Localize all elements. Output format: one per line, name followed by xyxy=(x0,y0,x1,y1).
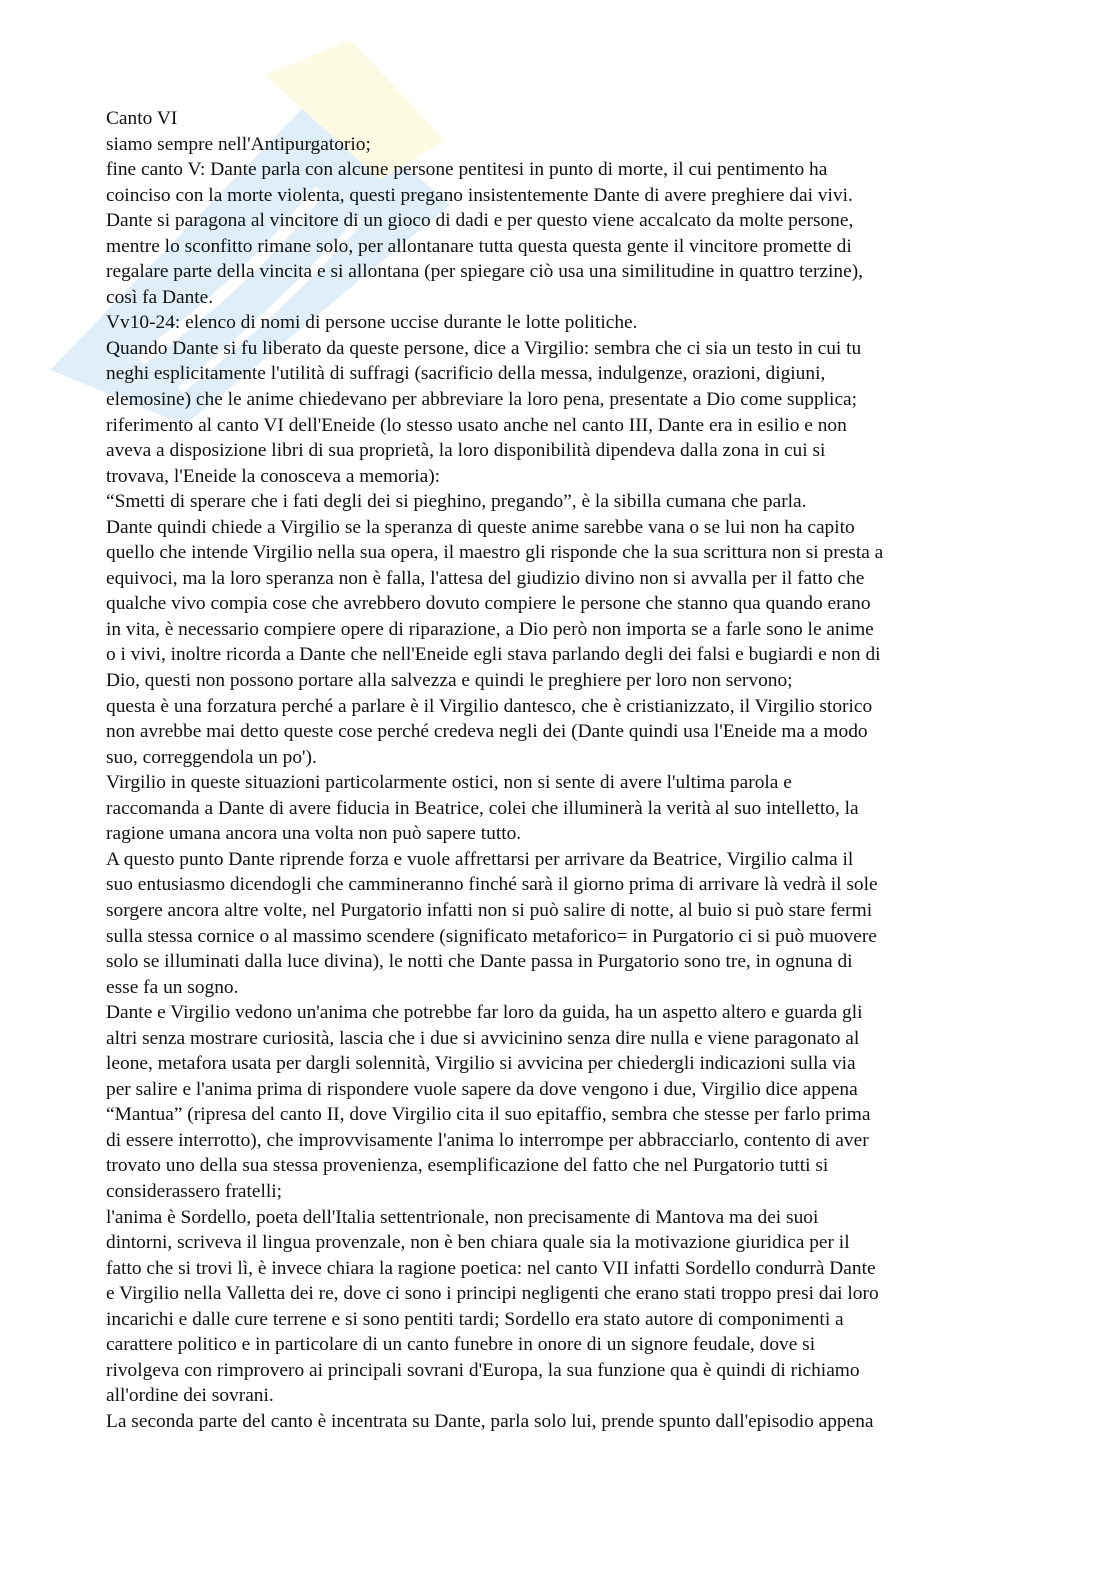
text-line: Vv10-24: elenco di nomi di persone uccise durante le lotte politiche. xyxy=(106,312,638,334)
page-heading: Canto VI xyxy=(106,108,178,129)
text-line: altri senza mostrare curiosità, lascia che i due si avvicinino senza dire nulla e viene paragonato al xyxy=(106,1027,860,1049)
text-line: Dante e Virgilio vedono un'anima che potrebbe far loro da guida, ha un aspetto altero e guarda gli xyxy=(106,1002,863,1024)
text-line: neghi esplicitamente l'utilità di suffragi (sacrificio della messa, indulgenze, orazioni, digiuni, xyxy=(106,363,826,385)
text-line: Quando Dante si fu liberato da queste persone, dice a Virgilio: sembra che ci sia un testo in cui tu xyxy=(106,337,862,359)
text-line: aveva a disposizione libri di sua proprietà, la loro disponibilità dipendeva dalla zona in cui si xyxy=(106,440,826,462)
text-line: mentre lo sconfitto rimane solo, per allontanare tutta questa questa gente il vincitore promette di xyxy=(106,235,852,257)
text-line: “Mantua” (ripresa del canto II, dove Virgilio cita il suo epitaffio, sembra che stesse per farlo prima xyxy=(106,1104,871,1126)
text-line: rivolgeva con rimprovero ai principali sovrani d'Europa, la sua funzione qua è quindi di richiamo xyxy=(106,1359,860,1381)
text-line: suo, correggendola un po'). xyxy=(106,746,317,768)
text-line: regalare parte della vincita e si allontana (per spiegare ciò usa una similitudine in quattro terzine), xyxy=(106,261,864,283)
document-body xyxy=(106,106,1016,1434)
text-line: ragione umana ancora una volta non può sapere tutto. xyxy=(106,823,522,845)
text-line: suo entusiasmo dicendogli che cammineranno finché sarà il giorno prima di arrivare là vedrà il sole xyxy=(106,874,878,896)
text-line: leone, metafora usata per dargli solennità, Virgilio si avvicina per chiedergli indicazioni sulla via xyxy=(106,1053,856,1075)
text-line: fatto che si trovi lì, è invece chiara la ragione poetica: nel canto VII infatti Sordello condurrà Dante xyxy=(106,1257,876,1279)
text-line: fine canto V: Dante parla con alcune persone pentitesi in punto di morte, il cui pentimento ha xyxy=(106,159,828,181)
text-line: coinciso con la morte violenta, questi pregano insistentemente Dante di avere preghiere dai vivi. xyxy=(106,184,853,206)
text-line: all'ordine dei sovrani. xyxy=(106,1385,274,1407)
text-line: di essere interrotto), che improvvisamente l'anima lo interrompe per abbracciarlo, contento di aver xyxy=(106,1129,869,1151)
text-line: così fa Dante. xyxy=(106,286,214,308)
text-line: qualche vivo compia cose che avrebbero dovuto compiere le persone che stanno qua quando erano xyxy=(106,593,871,615)
text-line: l'anima è Sordello, poeta dell'Italia settentrionale, non precisamente di Mantova ma dei suoi xyxy=(106,1206,819,1228)
text-line: esse fa un sogno. xyxy=(106,976,239,998)
text-line: “Smetti di sperare che i fati degli dei si pieghino, pregando”, è la sibilla cumana che parla. xyxy=(106,491,807,513)
text-line: siamo sempre nell'Antipurgatorio; xyxy=(106,133,371,155)
text-line: o i vivi, inoltre ricorda a Dante che nell'Eneide egli stava parlando degli dei falsi e bugiardi e non di xyxy=(106,644,881,666)
text-line: questa è una forzatura perché a parlare è il Virgilio dantesco, che è cristianizzato, il Virgilio storico xyxy=(106,695,873,717)
text-line: Virgilio in queste situazioni particolarmente ostici, non si sente di avere l'ultima parola e xyxy=(106,772,792,794)
text-line: Dio, questi non possono portare alla salvezza e quindi le preghiere per loro non servono; xyxy=(106,670,793,692)
text-line: raccomanda a Dante di avere fiducia in Beatrice, colei che illuminerà la verità al suo intelletto, la xyxy=(106,797,859,819)
text-line: considerassero fratelli; xyxy=(106,1180,283,1202)
text-line: in vita, è necessario compiere opere di riparazione, a Dio però non importa se a farle sono le anime xyxy=(106,618,874,640)
text-line: Dante si paragona al vincitore di un gioco di dadi e per questo viene accalcato da molte persone, xyxy=(106,210,854,232)
text-line: A questo punto Dante riprende forza e vuole affrettarsi per arrivare da Beatrice, Virgilio calma il xyxy=(106,848,854,870)
text-line: solo se illuminati dalla luce divina), le notti che Dante passa in Purgatorio sono tre, in ognuna di xyxy=(106,951,853,973)
text-line: riferimento al canto VI dell'Eneide (lo stesso usato anche nel canto III, Dante era in esilio e non xyxy=(106,414,847,436)
text-line: per salire e l'anima prima di rispondere vuole sapere da dove vengono i due, Virgilio dice appena xyxy=(106,1078,858,1100)
text-line: equivoci, ma la loro speranza non è falla, l'attesa del giudizio divino non si avvalla per il fatto che xyxy=(106,567,865,589)
text-line: sulla stessa cornice o al massimo scendere (significato metaforico= in Purgatorio ci si può muovere xyxy=(106,925,877,947)
text-line: trovato uno della sua stessa provenienza, esemplificazione del fatto che nel Purgatorio tutti si xyxy=(106,1155,829,1177)
text-line: e Virgilio nella Valletta dei re, dove ci sono i principi negligenti che erano stati troppo presi dai loro xyxy=(106,1283,879,1305)
text-line: dintorni, scriveva il lingua provenzale, non è ben chiara quale sia la motivazione giuridica per il xyxy=(106,1232,850,1254)
text-line: elemosine) che le anime chiedevano per abbreviare la loro pena, presentate a Dio come supplica; xyxy=(106,389,858,411)
text-line: incarichi e dalle cure terrene e si sono pentiti tardi; Sordello era stato autore di componimenti a xyxy=(106,1308,844,1330)
text-line: trovava, l'Eneide la conosceva a memoria): xyxy=(106,465,441,487)
text-line: sorgere ancora altre volte, nel Purgatorio infatti non si può salire di notte, al buio si può stare fermi xyxy=(106,899,873,921)
text-line: carattere politico e in particolare di un canto funebre in onore di un signore feudale, dove si xyxy=(106,1334,816,1356)
text-line: non avrebbe mai detto queste cose perché credeva negli dei (Dante quindi usa l'Eneide ma a modo xyxy=(106,721,868,743)
text-line: quello che intende Virgilio nella sua opera, il maestro gli risponde che la sua scrittura non si presta a xyxy=(106,542,884,564)
text-line: Dante quindi chiede a Virgilio se la speranza di queste anime sarebbe vana o se lui non ha capito xyxy=(106,516,855,538)
text-line: La seconda parte del canto è incentrata su Dante, parla solo lui, prende spunto dall'episodio appena xyxy=(106,1410,874,1432)
